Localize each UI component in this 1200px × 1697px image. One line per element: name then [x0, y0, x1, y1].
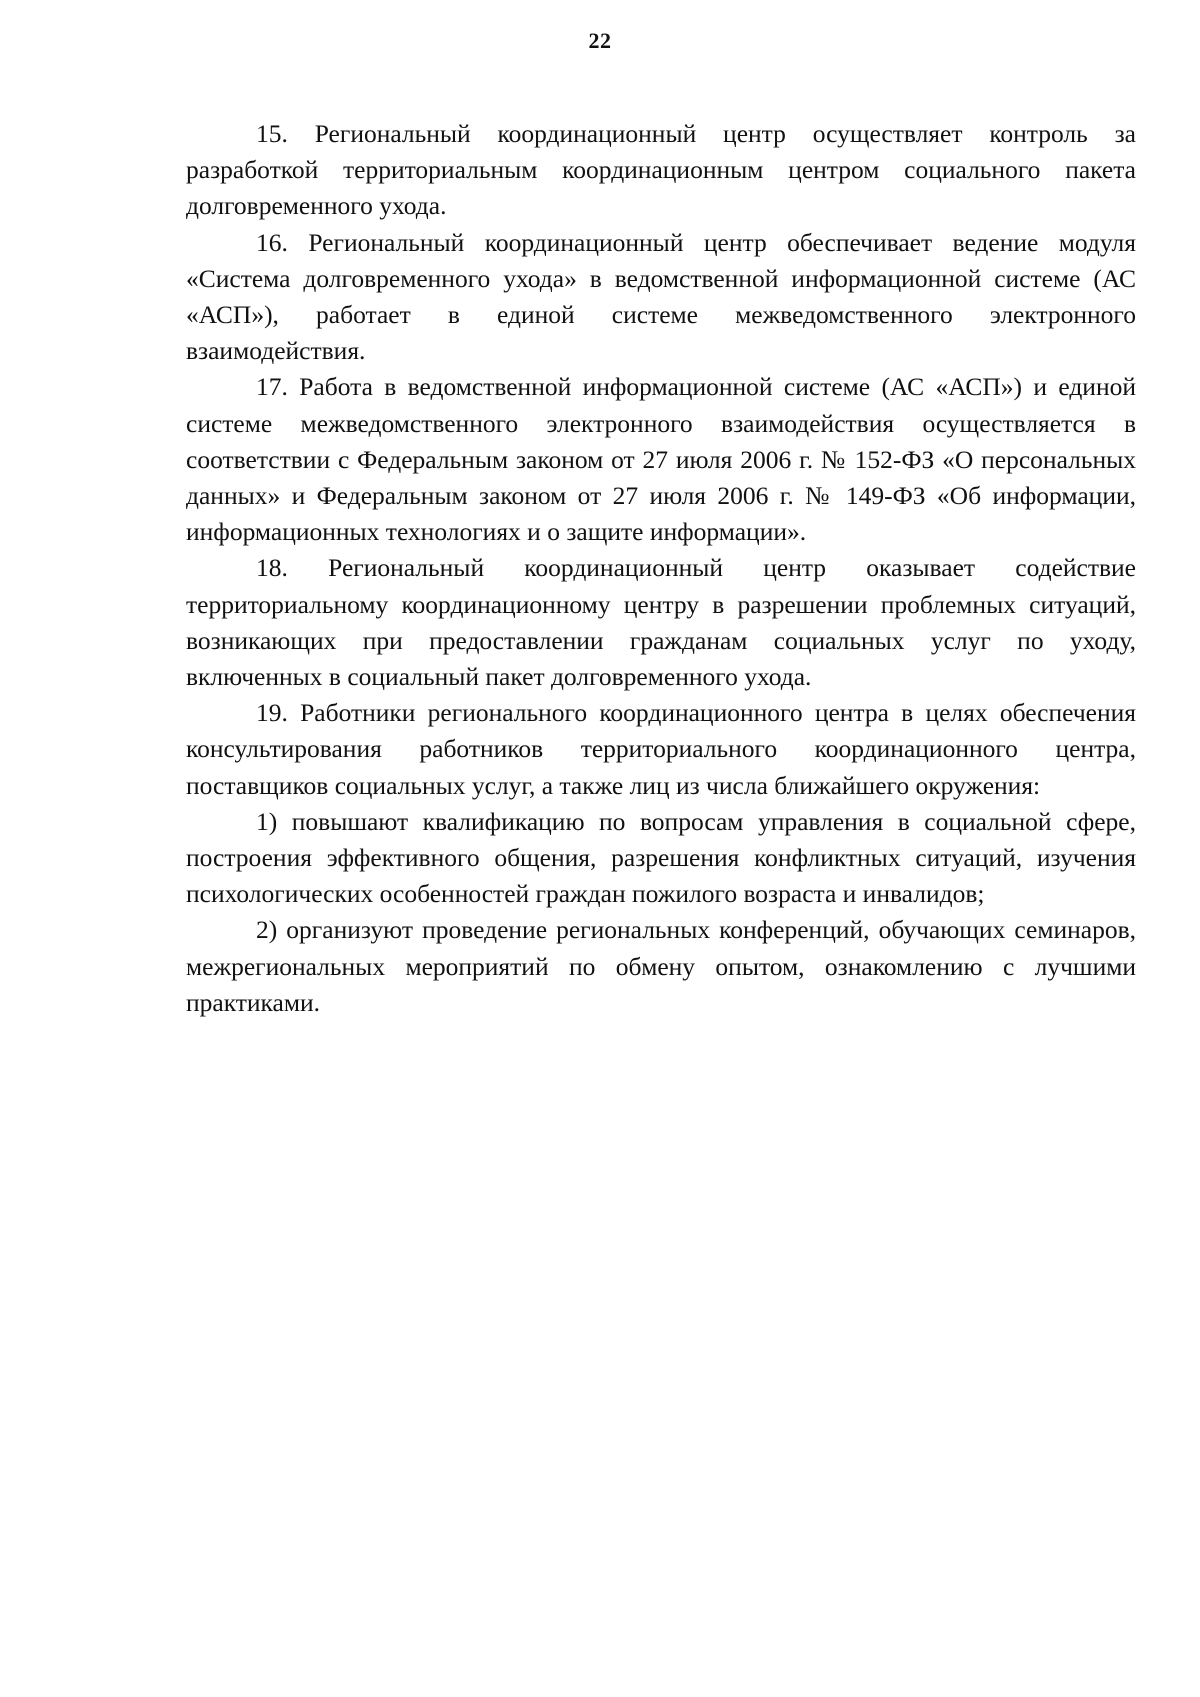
- list-item-2: 2) организуют проведение региональных конференций, обучающих семинаров, межрегиональных мероприятий по обмену опытом, ознакомлению с лучшими практиками.: [186, 915, 1136, 1017]
- paragraph-18: 18. Региональный координационный центр оказывает содействие территориальному координационному центру в разрешении проблемных ситуаций, возникающих при предоставлении гражданам социальных услуг по уходу, включенных в социальный пакет долговременного ухода.: [186, 553, 1136, 692]
- page-number: 22: [588, 28, 612, 53]
- document-body: [186, 116, 1136, 1021]
- paragraph-15: 15. Региональный координационный центр осуществляет контроль за разработкой территориальным координационным центром социального пакета долговременного ухода.: [186, 119, 1136, 221]
- paragraph-17: 17. Работа в ведомственной информационной системе (АС «АСП») и единой системе межведомственного электронного взаимодействия осуществляется в соответствии с Федеральным законом от 27 июля 2006 г. № 152-ФЗ «О персональных данных» и Федеральным законом от 27 июля 2006 г. № 149-ФЗ «Об информации, информационных технологиях и о защите информации».: [186, 372, 1136, 547]
- list-item-1: 1) повышают квалификацию по вопросам управления в социальной сфере, построения эффективного общения, разрешения конфликтных ситуаций, изучения психологических особенностей граждан пожилого возраста и инвалидов;: [186, 806, 1136, 909]
- paragraph-19: 19. Работники регионального координационного центра в целях обеспечения консультирования работников территориального координационного центра, поставщиков социальных услуг, а также лиц из числа ближайшего окружения:: [186, 698, 1136, 800]
- paragraph-16: 16. Региональный координационный центр обеспечивает ведение модуля «Система долговременного ухода» в ведомственной информационной системе (АС «АСП»), работает в единой системе межведомственного электронного взаимодействия.: [186, 227, 1136, 366]
